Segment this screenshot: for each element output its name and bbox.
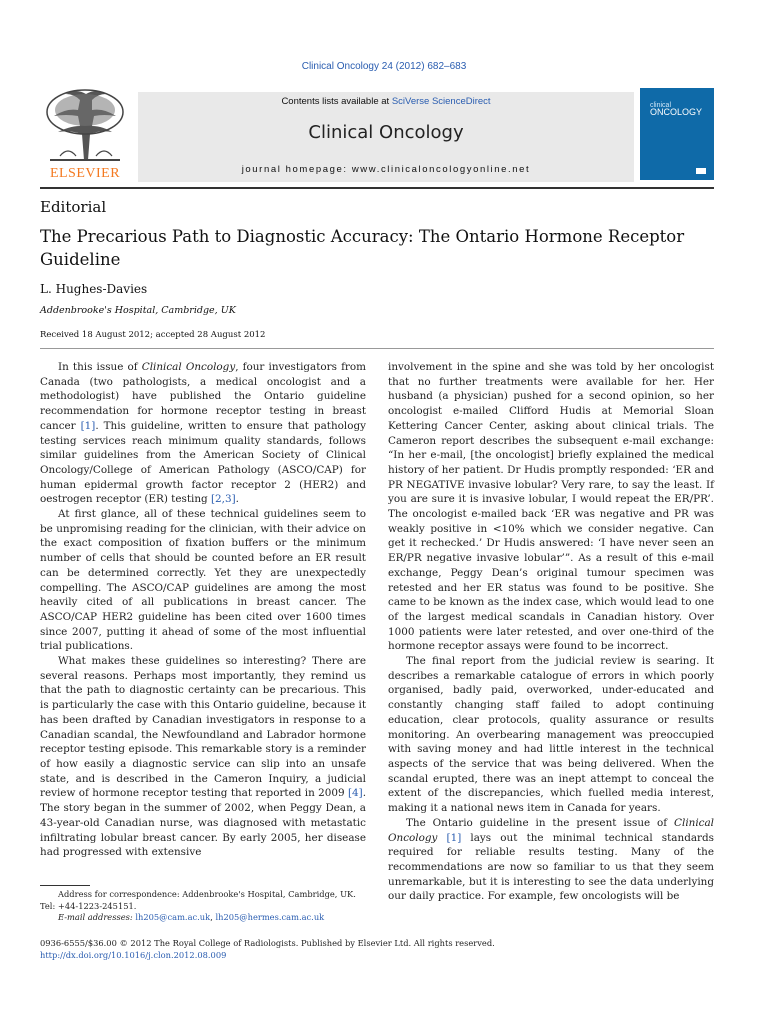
reference-link[interactable]: [1] xyxy=(446,831,462,844)
elsevier-wordmark: ELSEVIER xyxy=(49,166,121,181)
reference-link[interactable]: [1] xyxy=(80,419,96,432)
journal-name: Clinical Oncology xyxy=(388,816,714,844)
reference-link[interactable]: [2,3] xyxy=(211,493,236,506)
masthead-banner xyxy=(138,92,634,182)
article-info-divider xyxy=(40,348,714,349)
copyright-footer xyxy=(40,937,720,961)
author-affiliation: Addenbrooke's Hospital, Cambridge, UK xyxy=(40,305,236,316)
journal-name: Clinical Oncology xyxy=(141,361,236,373)
sciencedirect-link[interactable]: SciVerse ScienceDirect xyxy=(391,96,491,107)
homepage-link[interactable]: www.clinicaloncologyonline.net xyxy=(351,164,531,175)
cover-title xyxy=(650,102,702,116)
email-label: E-mail addresses: xyxy=(58,912,136,922)
header-divider xyxy=(40,187,714,189)
copyright-text: 0936-6555/$36.00 © 2012 The Royal College of Radiologists. Published by Elsevier Ltd. All rights reserved. xyxy=(40,938,495,948)
tree-icon xyxy=(40,86,130,162)
article-history: Received 18 August 2012; accepted 28 August 2012 xyxy=(40,330,266,340)
cover-small-text: clinical xyxy=(650,102,672,109)
journal-cover-thumbnail xyxy=(640,88,714,180)
footnote-divider xyxy=(40,885,90,886)
masthead xyxy=(40,86,714,184)
journal-title: Clinical Oncology xyxy=(308,122,464,143)
paragraph: The final report from the judicial review is searing. It describes a remarkable catalogue of errors in which poorly organised, badly paid, overworked, under-educated and constantly changing staff failed to adopt continuing education, clear protocols, quality assurance or results monitoring. An overbearing management was preoccupied with saving money and had little interest in the technical aspects of the service that was being delivered. When the scandal erupted, there was an inept attempt to conceal the extent of the discrepancies, which fuelled media interest, making it a national news item in Canada for years. xyxy=(388,655,714,815)
reference-link[interactable]: [4] xyxy=(347,787,363,800)
article-title: The Precarious Path to Diagnostic Accuracy: The Ontario Hormone Receptor Guideline xyxy=(40,227,685,269)
email-line: E-mail addresses: lh205@cam.ac.uk, lh205@hermes.cam.ac.uk xyxy=(58,912,325,922)
cover-badge xyxy=(696,168,706,174)
body-column-left xyxy=(40,360,366,860)
paragraph: In this issue of Clinical Oncology, four investigators from Canada (two pathologists, a medical oncologist and a methodologist) have published the Ontario guideline recommendation for hormone receptor testing in breast cancer [1]. This guideline, written to ensure that pathology testing services reach minimum quality standards, follows similar guidelines from the American Society of Clinical Oncology/College of American Pathology (ASCO/CAP) for human epidermal growth factor receptor 2 (HER2) and oestrogen receptor (ER) testing [2,3]. xyxy=(40,361,367,506)
email-link[interactable]: lh205@cam.ac.uk xyxy=(135,912,211,922)
email-link[interactable]: lh205@hermes.cam.ac.uk xyxy=(215,912,325,922)
journal-citation[interactable]: Clinical Oncology 24 (2012) 682–683 xyxy=(301,61,467,72)
contents-line xyxy=(138,96,634,107)
cover-big-text: ONCOLOGY xyxy=(650,107,703,117)
paragraph: What makes these guidelines so interesting? There are several reasons. Perhaps most importantly, they remind us that the path to diagnostic certainty can be precarious. This is particularly the case with this Ontario guideline, because it has been drafted by Canadian investigators in response to a Canadian scandal, the Newfoundland and Labrador hormone receptor testing episode. This remarkable story is a reminder of how easily a diagnostic service can slip into an unsafe state, and is described in the Cameron Inquiry, a judicial review of hormone receptor testing that reported in 2009 [4]. The story began in the summer of 2002, when Peggy Dean, a 43-year-old Canadian nurse, was diagnosed with metastatic infiltrating lobular breast cancer. By early 2005, her disease had progressed with extensive xyxy=(40,655,366,859)
doi-link[interactable]: http://dx.doi.org/10.1016/j.clon.2012.08.009 xyxy=(40,950,227,960)
elsevier-tree-logo xyxy=(40,86,130,182)
paragraph: The Ontario guideline in the present issue of Clinical Oncology [1] lays out the minimal technical standards required for reliable results testing. Many of the recommendations are now so familiar to us that they seem unremarkable, but it is interesting to see the data underlying our daily practice. For example, few oncologists will be xyxy=(388,816,714,903)
paragraph: involvement in the spine and she was told by her oncologist that no further treatments were available for her. Her husband (a physician) pushed for a second opinion, so her oncologist e-mailed Clifford Hudis at Memorial Sloan Kettering Cancer Center, asking about clinical trials. The Cameron report describes the subsequent e-mail exchange: “In her e-mail, [the oncologist] briefly explained the medical history of her patient. Dr Hudis promptly responded: ‘ER and PR NEGATIVE invasive lobular? Very rare, to say the least. If you are sure it is invasive lobular, I would repeat the ER/PR’. The oncologist e-mailed back ‘ER was negative and PR was weakly positive in <10% which we consider negative. Can get it rechecked.’ Dr Hudis answered: ‘I have never seen an ER/PR negative invasive lobular’”. As a result of this e-mail exchange, Peggy Dean’s original tumour specimen was retested and her ER status was found to be positive. She came to be known as the index case, which would lead to one of the largest medical scandals in Canadian history. Over 1000 patients were later retested, and over one-third of the hormone receptor assays were found to be incorrect. xyxy=(388,361,714,653)
correspondence-address: Address for correspondence: Addenbrooke's Hospital, Cambridge, UK. Tel: +44-1223-245151. xyxy=(40,889,356,911)
body-column-right xyxy=(388,360,714,904)
correspondence-footnote xyxy=(40,889,370,924)
contents-prefix: Contents lists available at xyxy=(281,96,392,107)
journal-homepage xyxy=(138,164,634,175)
homepage-prefix: journal homepage: xyxy=(241,164,352,175)
paragraph: At first glance, all of these technical guidelines seem to be unpromising reading for the clinician, with their advice on the exact composition of fixation buffers or the minimum number of cells that should be counted before an ER result can be determined correctly. Yet they are unexpectedly compelling. The ASCO/CAP guidelines are among the most heavily cited of all publications in breast cancer. The ASCO/CAP HER2 guideline has been cited over 1600 times since 2007, putting it ahead of some of the most influential trial publications. xyxy=(40,508,366,653)
author-name[interactable]: L. Hughes-Davies xyxy=(40,282,148,296)
section-label: Editorial xyxy=(40,198,107,216)
